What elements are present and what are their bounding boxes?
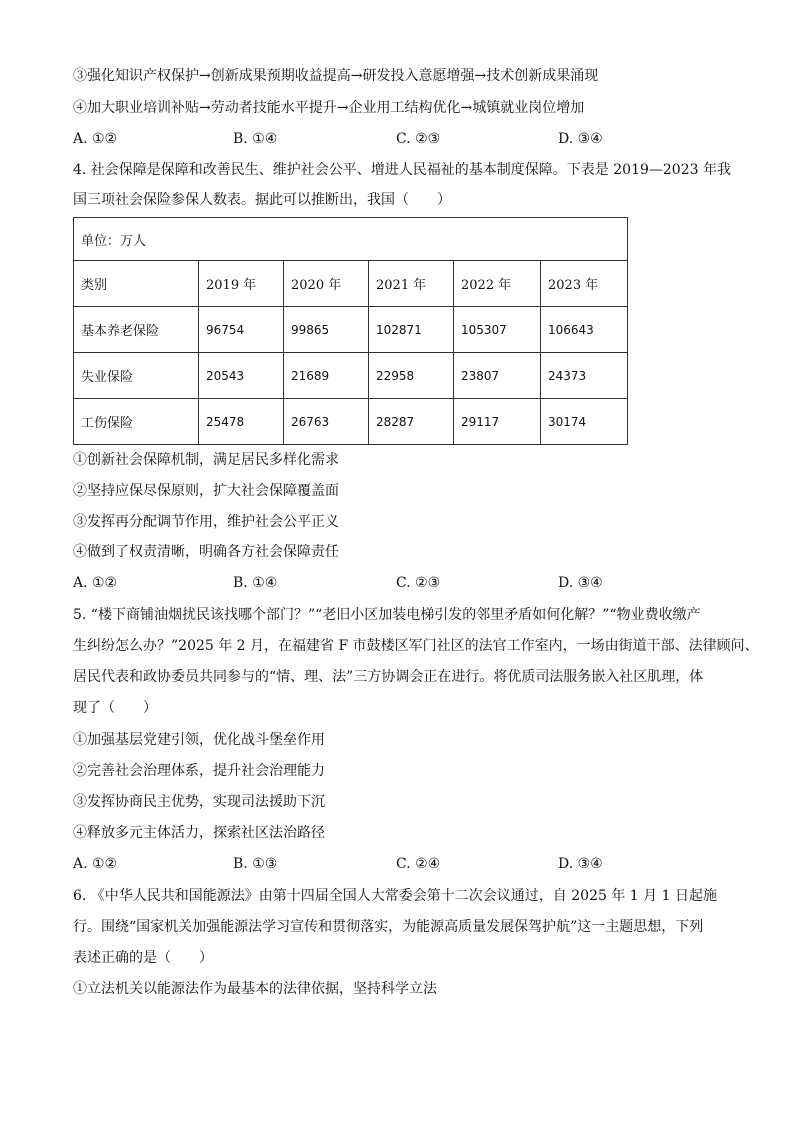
- row-label: 失业保险: [74, 353, 199, 399]
- header-2023: 2023 年: [541, 261, 628, 307]
- cell-value: 102871: [369, 307, 454, 353]
- cell-value: 30174: [541, 399, 628, 445]
- q6-stem-line-3: 表述正确的是（ ）: [73, 950, 213, 966]
- header-category: 类别: [74, 261, 199, 307]
- q5-stem-line-2: 生纠纷怎么办？”2025 年 2 月，在福建省 F 市鼓楼区军门社区的法官工作室内，一场由街道干部、法律顾问、: [73, 638, 759, 654]
- cell-value: 20543: [199, 353, 284, 399]
- cell-value: 26763: [284, 399, 369, 445]
- q3-statement-3: ③强化知识产权保护→创新成果预期收益提高→研发投入意愿增强→技术创新成果涌现: [73, 68, 599, 84]
- q4-option-b[interactable]: B. ①④: [233, 575, 278, 591]
- q3-option-b[interactable]: B. ①④: [233, 131, 278, 147]
- cell-value: 23807: [454, 353, 541, 399]
- table-row: [74, 353, 628, 399]
- table-row: [74, 307, 628, 353]
- cell-value: 105307: [454, 307, 541, 353]
- q3-option-d[interactable]: D. ③④: [558, 131, 603, 147]
- q5-stem-line-1: 5. “楼下商铺油烟扰民该找哪个部门？”“老旧小区加装电梯引发的邻里矛盾如何化解？”“物业费收缴产: [73, 607, 701, 623]
- row-label: 基本养老保险: [74, 307, 199, 353]
- q4-options: [73, 573, 653, 593]
- q5-statement-2: ②完善社会治理体系，提升社会治理能力: [73, 763, 325, 779]
- cell-value: 24373: [541, 353, 628, 399]
- q5-option-d[interactable]: D. ③④: [558, 856, 603, 872]
- q4-stem-line-1: 4. 社会保障是保障和改善民生、维护社会公平、增进人民福祉的基本制度保障。下表是 2019—2023 年我: [73, 162, 731, 178]
- q6-stem-line-1: 6. 《中华人民共和国能源法》由第十四届全国人大常委会第十二次会议通过，自 2025 年 1 月 1 日起施: [73, 888, 717, 904]
- q4-statement-1: ①创新社会保障机制，满足居民多样化需求: [73, 452, 339, 468]
- q3-options: [73, 129, 653, 149]
- q5-options: [73, 854, 653, 874]
- table-row: [74, 399, 628, 445]
- table-unit: 单位：万人: [74, 218, 628, 261]
- q5-option-a[interactable]: A. ①②: [73, 856, 118, 872]
- insurance-table: [73, 217, 628, 445]
- q5-statement-3: ③发挥协商民主优势，实现司法援助下沉: [73, 794, 325, 810]
- q4-statement-4: ④做到了权责清晰，明确各方社会保障责任: [73, 544, 339, 560]
- q5-statement-4: ④释放多元主体活力，探索社区法治路径: [73, 825, 325, 841]
- q5-stem-line-3: 居民代表和政协委员共同参与的“情、理、法”三方协调会正在进行。将优质司法服务嵌入社区肌理，体: [73, 669, 704, 685]
- q4-stem-line-2: 国三项社会保险参保人数表。据此可以推断出，我国（ ）: [73, 192, 451, 208]
- header-2022: 2022 年: [454, 261, 541, 307]
- q3-statement-4: ④加大职业培训补贴→劳动者技能水平提升→企业用工结构优化→城镇就业岗位增加: [73, 100, 585, 116]
- cell-value: 25478: [199, 399, 284, 445]
- table-header-row: [74, 261, 628, 307]
- cell-value: 21689: [284, 353, 369, 399]
- q4-statement-2: ②坚持应保尽保原则，扩大社会保障覆盖面: [73, 483, 339, 499]
- cell-value: 96754: [199, 307, 284, 353]
- q3-option-a[interactable]: A. ①②: [73, 131, 118, 147]
- q5-option-c[interactable]: C. ②④: [396, 856, 441, 872]
- cell-value: 106643: [541, 307, 628, 353]
- header-2020: 2020 年: [284, 261, 369, 307]
- q4-option-d[interactable]: D. ③④: [558, 575, 603, 591]
- cell-value: 99865: [284, 307, 369, 353]
- q4-option-c[interactable]: C. ②③: [396, 575, 441, 591]
- cell-value: 29117: [454, 399, 541, 445]
- q3-option-c[interactable]: C. ②③: [396, 131, 441, 147]
- header-2021: 2021 年: [369, 261, 454, 307]
- header-2019: 2019 年: [199, 261, 284, 307]
- q6-statement-1: ①立法机关以能源法作为最基本的法律依据，坚持科学立法: [73, 981, 437, 997]
- q5-option-b[interactable]: B. ①③: [233, 856, 278, 872]
- q5-stem-line-4: 现了（ ）: [73, 700, 157, 716]
- q5-statement-1: ①加强基层党建引领，优化战斗堡垒作用: [73, 732, 325, 748]
- q6-stem-line-2: 行。围绕“国家机关加强能源法学习宣传和贯彻落实，为能源高质量发展保驾护航”这一主题思想，下列: [73, 919, 704, 935]
- row-label: 工伤保险: [74, 399, 199, 445]
- cell-value: 22958: [369, 353, 454, 399]
- q4-option-a[interactable]: A. ①②: [73, 575, 118, 591]
- q4-statement-3: ③发挥再分配调节作用，维护社会公平正义: [73, 514, 339, 530]
- cell-value: 28287: [369, 399, 454, 445]
